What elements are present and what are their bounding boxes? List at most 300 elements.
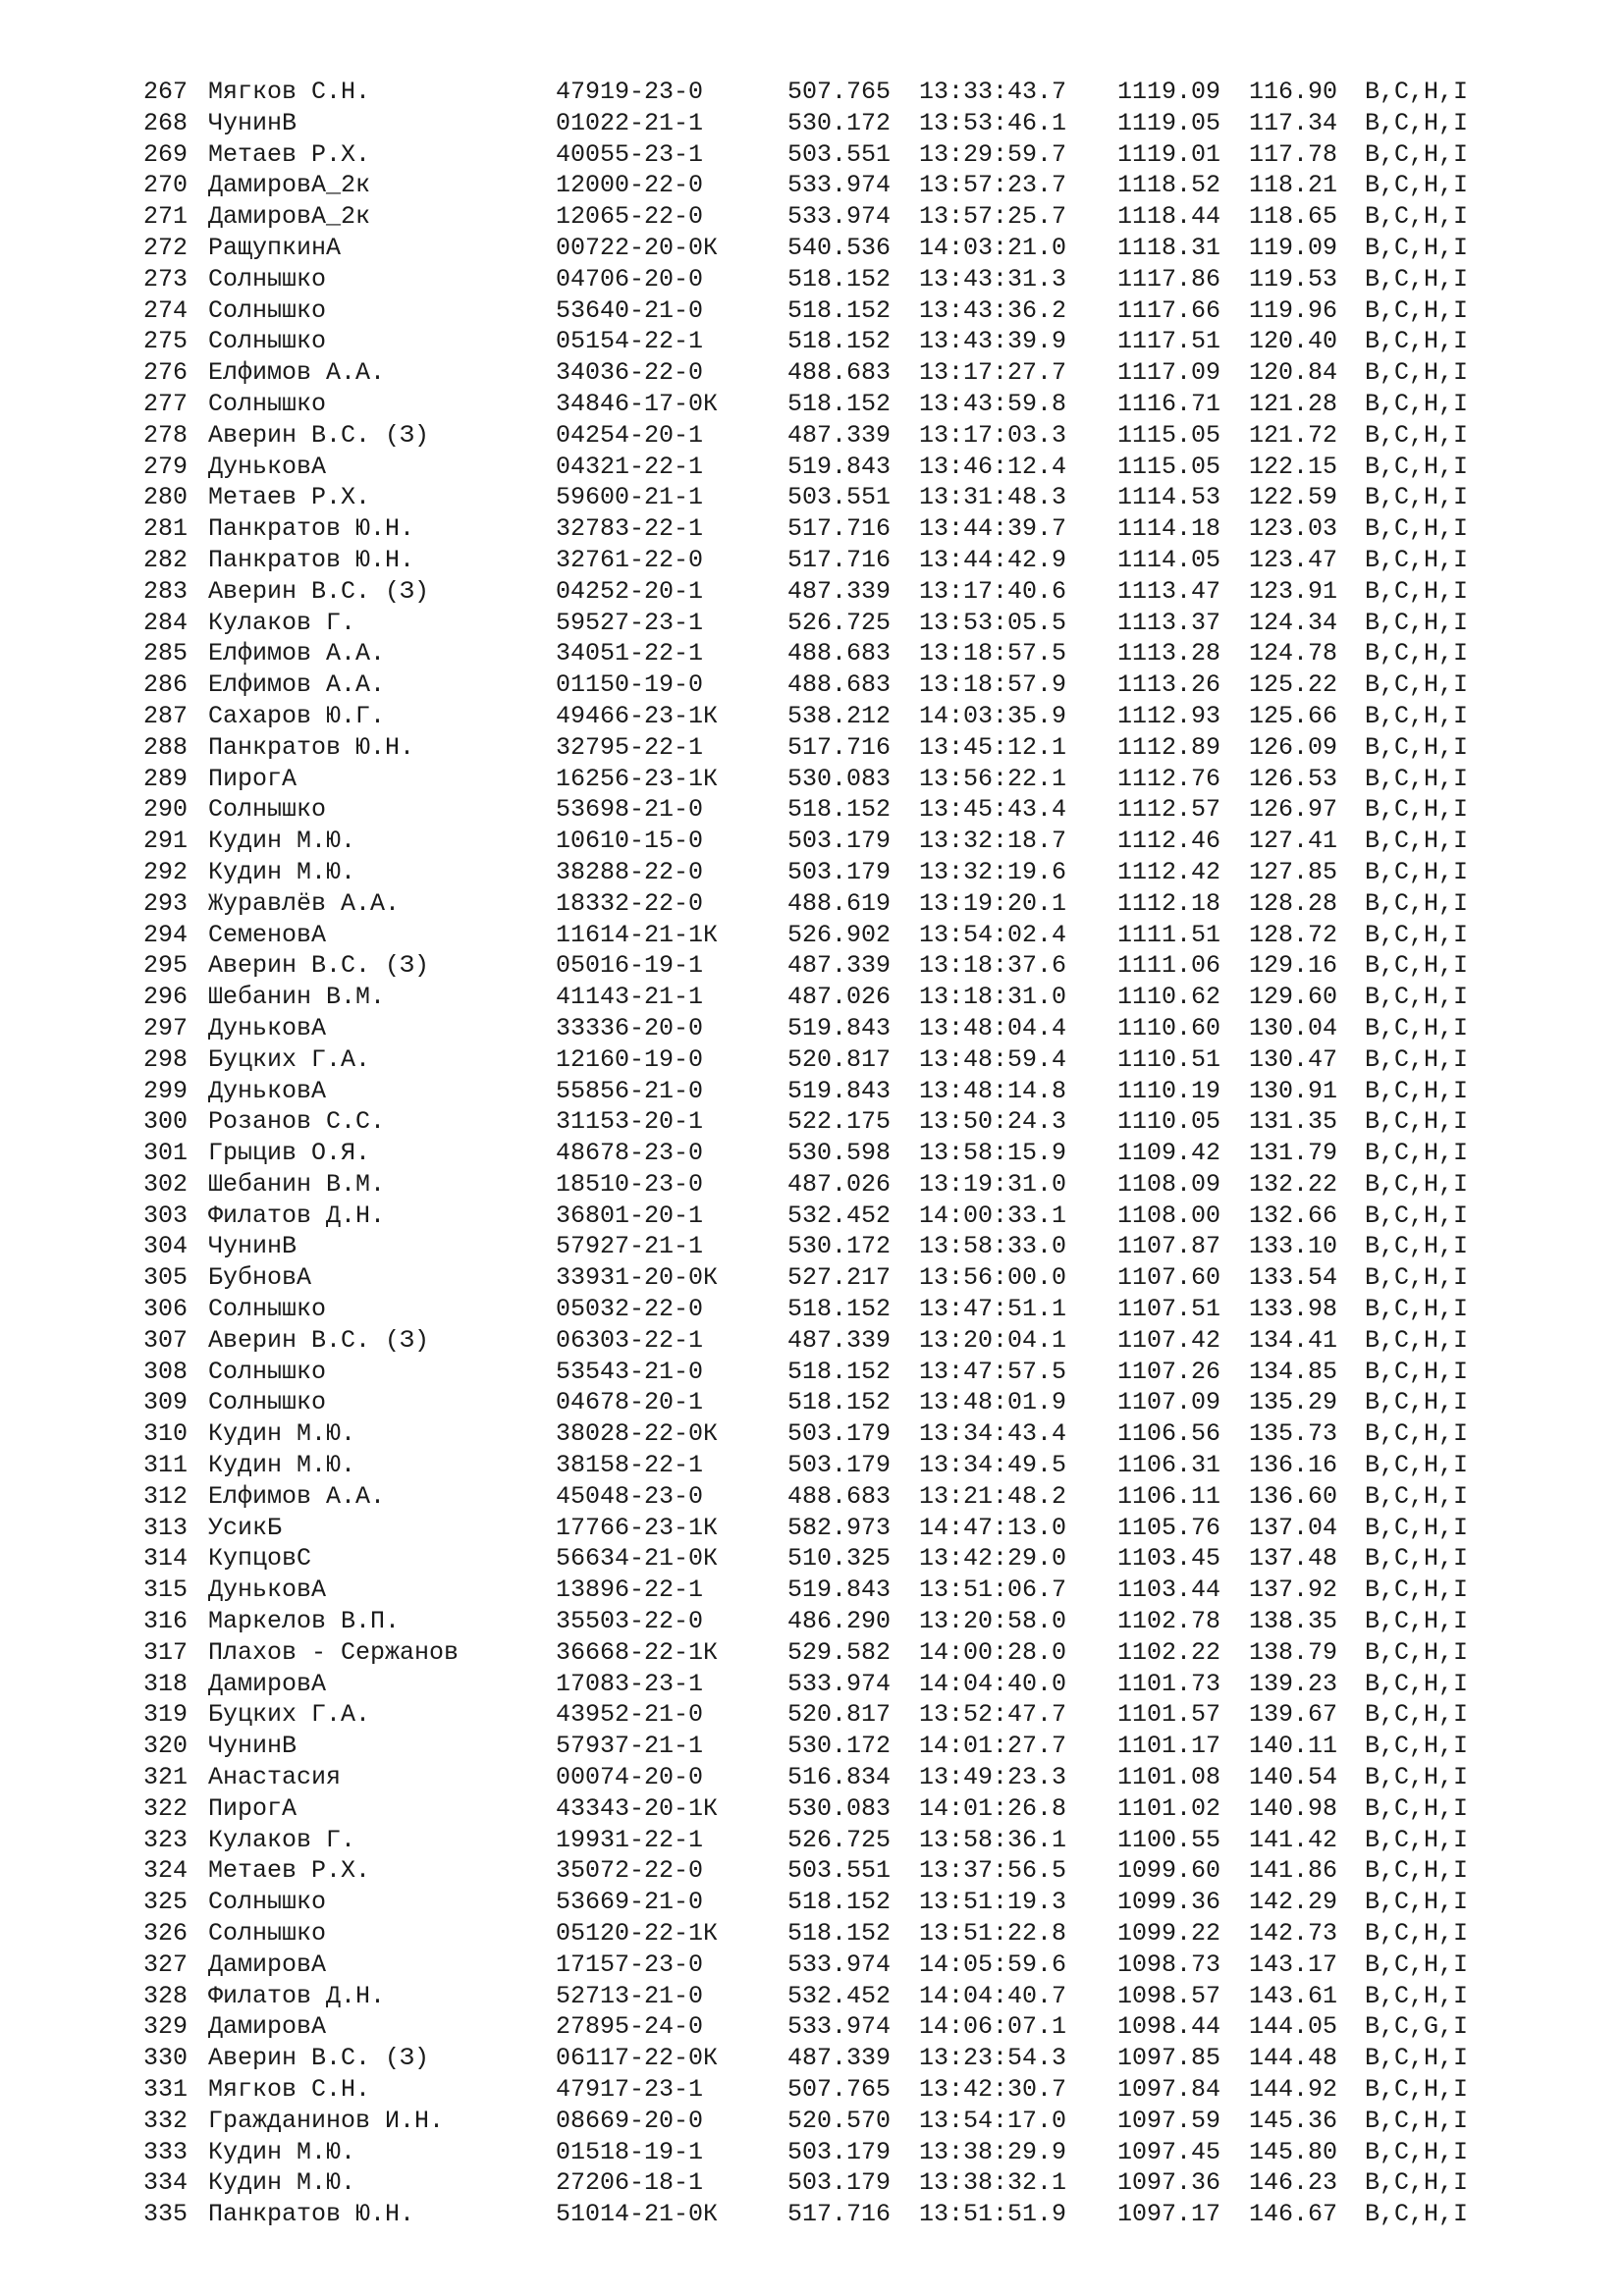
name-cell: ДамировА — [208, 2012, 327, 2042]
speed-cell: 1113.37 — [1117, 608, 1221, 637]
place-cell: 303 — [143, 1201, 189, 1230]
arrival-time-cell: 13:57:23.7 — [919, 171, 1067, 200]
tags-cell: B,C,H,I — [1365, 1013, 1469, 1042]
tags-cell: B,C,H,I — [1365, 1763, 1469, 1792]
tags-cell: B,C,H,I — [1365, 701, 1469, 730]
points-cell: 133.54 — [1249, 1263, 1338, 1293]
table-row — [143, 1169, 1518, 1201]
table-row — [143, 545, 1518, 576]
tags-cell: B,C,H,I — [1365, 545, 1469, 574]
points-cell: 144.48 — [1249, 2044, 1338, 2073]
speed-cell: 1097.84 — [1117, 2075, 1221, 2104]
distance-cell: 530.083 — [787, 1793, 892, 1823]
ring-number-cell: 43343-20-1К — [556, 1793, 719, 1823]
arrival-time-cell: 13:18:31.0 — [919, 983, 1067, 1012]
points-cell: 138.79 — [1249, 1637, 1338, 1667]
distance-cell: 487.339 — [787, 420, 892, 450]
arrival-time-cell: 13:43:39.9 — [919, 327, 1067, 356]
results-table — [143, 77, 1518, 2230]
table-row — [143, 2106, 1518, 2137]
place-cell: 276 — [143, 358, 189, 388]
ring-number-cell: 59527-23-1 — [556, 608, 704, 637]
place-cell: 282 — [143, 545, 189, 574]
table-row — [143, 139, 1518, 171]
distance-cell: 533.974 — [787, 202, 892, 232]
place-cell: 312 — [143, 1481, 189, 1511]
tags-cell: B,C,G,I — [1365, 2012, 1469, 2042]
ring-number-cell: 53669-21-0 — [556, 1888, 704, 1917]
arrival-time-cell: 13:21:48.2 — [919, 1481, 1067, 1511]
points-cell: 138.35 — [1249, 1607, 1338, 1636]
name-cell: Шебанин В.М. — [208, 983, 386, 1012]
arrival-time-cell: 13:50:24.3 — [919, 1107, 1067, 1137]
arrival-time-cell: 13:54:17.0 — [919, 2106, 1067, 2135]
tags-cell: B,C,H,I — [1365, 1793, 1469, 1823]
distance-cell: 486.290 — [787, 1607, 892, 1636]
ring-number-cell: 05032-22-0 — [556, 1295, 704, 1324]
name-cell: Елфимов А.А. — [208, 670, 386, 700]
tags-cell: B,C,H,I — [1365, 1544, 1469, 1574]
ring-number-cell: 31153-20-1 — [556, 1107, 704, 1137]
points-cell: 145.80 — [1249, 2137, 1338, 2166]
place-cell: 317 — [143, 1637, 189, 1667]
distance-cell: 518.152 — [787, 1888, 892, 1917]
place-cell: 290 — [143, 795, 189, 825]
arrival-time-cell: 13:43:59.8 — [919, 389, 1067, 418]
table-row — [143, 1762, 1518, 1793]
distance-cell: 517.716 — [787, 545, 892, 574]
name-cell: ДамировА — [208, 1949, 327, 1979]
table-row — [143, 295, 1518, 327]
distance-cell: 503.179 — [787, 1451, 892, 1480]
arrival-time-cell: 13:17:40.6 — [919, 576, 1067, 606]
arrival-time-cell: 13:48:59.4 — [919, 1044, 1067, 1074]
place-cell: 328 — [143, 1981, 189, 2010]
speed-cell: 1113.47 — [1117, 576, 1221, 606]
distance-cell: 487.026 — [787, 1169, 892, 1199]
distance-cell: 487.026 — [787, 983, 892, 1012]
distance-cell: 488.683 — [787, 358, 892, 388]
points-cell: 120.84 — [1249, 358, 1338, 388]
speed-cell: 1106.56 — [1117, 1419, 1221, 1449]
arrival-time-cell: 13:52:47.7 — [919, 1700, 1067, 1730]
points-cell: 124.78 — [1249, 639, 1338, 668]
points-cell: 135.73 — [1249, 1419, 1338, 1449]
name-cell: Аверин В.С. (З) — [208, 420, 430, 450]
tags-cell: B,C,H,I — [1365, 327, 1469, 356]
tags-cell: B,C,H,I — [1365, 1325, 1469, 1355]
table-row — [143, 2137, 1518, 2168]
table-row — [143, 576, 1518, 608]
distance-cell: 529.582 — [787, 1637, 892, 1667]
tags-cell: B,C,H,I — [1365, 1419, 1469, 1449]
place-cell: 292 — [143, 857, 189, 886]
speed-cell: 1102.22 — [1117, 1637, 1221, 1667]
ring-number-cell: 59600-21-1 — [556, 483, 704, 512]
points-cell: 122.15 — [1249, 452, 1338, 481]
points-cell: 119.09 — [1249, 233, 1338, 262]
speed-cell: 1118.44 — [1117, 202, 1221, 232]
points-cell: 136.16 — [1249, 1451, 1338, 1480]
arrival-time-cell: 13:48:14.8 — [919, 1076, 1067, 1105]
table-row — [143, 794, 1518, 826]
ring-number-cell: 53698-21-0 — [556, 795, 704, 825]
points-cell: 122.59 — [1249, 483, 1338, 512]
arrival-time-cell: 13:48:01.9 — [919, 1388, 1067, 1417]
table-row — [143, 1450, 1518, 1481]
place-cell: 301 — [143, 1139, 189, 1168]
distance-cell: 518.152 — [787, 795, 892, 825]
table-row — [143, 701, 1518, 732]
ring-number-cell: 01022-21-1 — [556, 108, 704, 137]
arrival-time-cell: 14:00:33.1 — [919, 1201, 1067, 1230]
arrival-time-cell: 13:38:32.1 — [919, 2168, 1067, 2198]
arrival-time-cell: 13:44:39.7 — [919, 514, 1067, 544]
points-cell: 137.92 — [1249, 1575, 1338, 1605]
name-cell: Метаев Р.Х. — [208, 139, 371, 169]
tags-cell: B,C,H,I — [1365, 1607, 1469, 1636]
table-row — [143, 1201, 1518, 1232]
place-cell: 300 — [143, 1107, 189, 1137]
points-cell: 141.42 — [1249, 1825, 1338, 1854]
distance-cell: 507.765 — [787, 78, 892, 106]
distance-cell: 519.843 — [787, 1575, 892, 1605]
arrival-time-cell: 13:18:37.6 — [919, 951, 1067, 981]
tags-cell: B,C,H,I — [1365, 1732, 1469, 1761]
name-cell: Шебанин В.М. — [208, 1169, 386, 1199]
tags-cell: B,C,H,I — [1365, 1513, 1469, 1542]
table-row — [143, 1543, 1518, 1575]
name-cell: Солнышко — [208, 795, 327, 825]
arrival-time-cell: 13:54:02.4 — [919, 920, 1067, 949]
place-cell: 287 — [143, 701, 189, 730]
tags-cell: B,C,H,I — [1365, 639, 1469, 668]
points-cell: 141.86 — [1249, 1856, 1338, 1886]
ring-number-cell: 36668-22-1К — [556, 1637, 719, 1667]
ring-number-cell: 08669-20-0 — [556, 2106, 704, 2135]
place-cell: 306 — [143, 1295, 189, 1324]
points-cell: 126.09 — [1249, 732, 1338, 762]
ring-number-cell: 05120-22-1К — [556, 1919, 719, 1949]
points-cell: 126.97 — [1249, 795, 1338, 825]
arrival-time-cell: 13:34:43.4 — [919, 1419, 1067, 1449]
points-cell: 134.85 — [1249, 1357, 1338, 1386]
distance-cell: 530.083 — [787, 764, 892, 793]
place-cell: 330 — [143, 2044, 189, 2073]
speed-cell: 1110.62 — [1117, 983, 1221, 1012]
ring-number-cell: 12160-19-0 — [556, 1044, 704, 1074]
speed-cell: 1101.02 — [1117, 1793, 1221, 1823]
speed-cell: 1101.08 — [1117, 1763, 1221, 1792]
tags-cell: B,C,H,I — [1365, 1388, 1469, 1417]
arrival-time-cell: 14:04:40.7 — [919, 1981, 1067, 2010]
place-cell: 271 — [143, 202, 189, 232]
name-cell: Гражданинов И.Н. — [208, 2106, 445, 2135]
name-cell: Кудин М.Ю. — [208, 857, 356, 886]
place-cell: 313 — [143, 1513, 189, 1542]
ring-number-cell: 34036-22-0 — [556, 358, 704, 388]
table-row — [143, 420, 1518, 452]
ring-number-cell: 56634-21-0К — [556, 1544, 719, 1574]
points-cell: 126.53 — [1249, 764, 1338, 793]
distance-cell: 487.339 — [787, 576, 892, 606]
distance-cell: 510.325 — [787, 1544, 892, 1574]
place-cell: 332 — [143, 2106, 189, 2135]
name-cell: Метаев Р.Х. — [208, 1856, 371, 1886]
ring-number-cell: 17157-23-0 — [556, 1949, 704, 1979]
name-cell: Буцких Г.А. — [208, 1044, 371, 1074]
speed-cell: 1101.57 — [1117, 1700, 1221, 1730]
table-row — [143, 732, 1518, 764]
table-row — [143, 108, 1518, 139]
place-cell: 297 — [143, 1013, 189, 1042]
speed-cell: 1103.44 — [1117, 1575, 1221, 1605]
speed-cell: 1097.45 — [1117, 2137, 1221, 2166]
place-cell: 308 — [143, 1357, 189, 1386]
ring-number-cell: 05016-19-1 — [556, 951, 704, 981]
name-cell: Солнышко — [208, 389, 327, 418]
name-cell: Аверин В.С. (З) — [208, 1325, 430, 1355]
points-cell: 144.05 — [1249, 2012, 1338, 2042]
table-row — [143, 1013, 1518, 1044]
tags-cell: B,C,H,I — [1365, 576, 1469, 606]
distance-cell: 533.974 — [787, 171, 892, 200]
points-cell: 123.03 — [1249, 514, 1338, 544]
arrival-time-cell: 13:23:54.3 — [919, 2044, 1067, 2073]
name-cell: Солнышко — [208, 1295, 327, 1324]
speed-cell: 1107.87 — [1117, 1232, 1221, 1261]
arrival-time-cell: 13:45:43.4 — [919, 795, 1067, 825]
tags-cell: B,C,H,I — [1365, 1451, 1469, 1480]
name-cell: ЧунинВ — [208, 1732, 298, 1761]
name-cell: ДамировА — [208, 1669, 327, 1698]
tags-cell: B,C,H,I — [1365, 1357, 1469, 1386]
distance-cell: 518.152 — [787, 1357, 892, 1386]
table-row — [143, 1731, 1518, 1762]
name-cell: Буцких Г.А. — [208, 1700, 371, 1730]
speed-cell: 1107.51 — [1117, 1295, 1221, 1324]
ring-number-cell: 57937-21-1 — [556, 1732, 704, 1761]
arrival-time-cell: 14:01:27.7 — [919, 1732, 1067, 1761]
points-cell: 130.47 — [1249, 1044, 1338, 1074]
speed-cell: 1112.93 — [1117, 701, 1221, 730]
points-cell: 139.23 — [1249, 1669, 1338, 1698]
place-cell: 322 — [143, 1793, 189, 1823]
table-row — [143, 170, 1518, 201]
table-row — [143, 2199, 1518, 2230]
table-row — [143, 326, 1518, 357]
ring-number-cell: 53640-21-0 — [556, 295, 704, 325]
tags-cell: B,C,H,I — [1365, 2137, 1469, 2166]
name-cell: Солнышко — [208, 1388, 327, 1417]
points-cell: 133.10 — [1249, 1232, 1338, 1261]
points-cell: 129.60 — [1249, 983, 1338, 1012]
tags-cell: B,C,H,I — [1365, 1139, 1469, 1168]
arrival-time-cell: 13:56:22.1 — [919, 764, 1067, 793]
name-cell: Аверин В.С. (З) — [208, 2044, 430, 2073]
speed-cell: 1110.19 — [1117, 1076, 1221, 1105]
arrival-time-cell: 13:17:27.7 — [919, 358, 1067, 388]
arrival-time-cell: 13:58:36.1 — [919, 1825, 1067, 1854]
place-cell: 286 — [143, 670, 189, 700]
ring-number-cell: 57927-21-1 — [556, 1232, 704, 1261]
distance-cell: 518.152 — [787, 389, 892, 418]
speed-cell: 1097.85 — [1117, 2044, 1221, 2073]
name-cell: ДамировА_2к — [208, 202, 371, 232]
arrival-time-cell: 13:53:46.1 — [919, 108, 1067, 137]
points-cell: 131.35 — [1249, 1107, 1338, 1137]
ring-number-cell: 10610-15-0 — [556, 827, 704, 856]
ring-number-cell: 47917-23-1 — [556, 2075, 704, 2104]
points-cell: 121.72 — [1249, 420, 1338, 450]
distance-cell: 520.817 — [787, 1044, 892, 1074]
points-cell: 137.04 — [1249, 1513, 1338, 1542]
speed-cell: 1105.76 — [1117, 1513, 1221, 1542]
table-row — [143, 1855, 1518, 1887]
distance-cell: 518.152 — [787, 1388, 892, 1417]
points-cell: 119.53 — [1249, 264, 1338, 294]
place-cell: 331 — [143, 2075, 189, 2104]
points-cell: 142.73 — [1249, 1919, 1338, 1949]
name-cell: Солнышко — [208, 1357, 327, 1386]
tags-cell: B,C,H,I — [1365, 389, 1469, 418]
arrival-time-cell: 14:03:35.9 — [919, 701, 1067, 730]
distance-cell: 487.339 — [787, 1325, 892, 1355]
points-cell: 143.61 — [1249, 1981, 1338, 2010]
place-cell: 329 — [143, 2012, 189, 2042]
arrival-time-cell: 13:47:57.5 — [919, 1357, 1067, 1386]
speed-cell: 1112.46 — [1117, 827, 1221, 856]
speed-cell: 1102.78 — [1117, 1607, 1221, 1636]
points-cell: 121.28 — [1249, 389, 1338, 418]
distance-cell: 517.716 — [787, 732, 892, 762]
arrival-time-cell: 13:31:48.3 — [919, 483, 1067, 512]
tags-cell: B,C,H,I — [1365, 1295, 1469, 1324]
points-cell: 144.92 — [1249, 2075, 1338, 2104]
points-cell: 146.67 — [1249, 2200, 1338, 2229]
name-cell: Анастасия — [208, 1763, 342, 1792]
place-cell: 314 — [143, 1544, 189, 1574]
ring-number-cell: 41143-21-1 — [556, 983, 704, 1012]
ring-number-cell: 40055-23-1 — [556, 139, 704, 169]
speed-cell: 1114.53 — [1117, 483, 1221, 512]
tags-cell: B,C,H,I — [1365, 1949, 1469, 1979]
ring-number-cell: 12065-22-0 — [556, 202, 704, 232]
name-cell: Сахаров Ю.Г. — [208, 701, 386, 730]
ring-number-cell: 16256-23-1К — [556, 764, 719, 793]
speed-cell: 1106.11 — [1117, 1481, 1221, 1511]
name-cell: Кудин М.Ю. — [208, 1451, 356, 1480]
tags-cell: B,C,H,I — [1365, 514, 1469, 544]
tags-cell: B,C,H,I — [1365, 295, 1469, 325]
arrival-time-cell: 13:32:19.6 — [919, 857, 1067, 886]
distance-cell: 533.974 — [787, 1669, 892, 1698]
ring-number-cell: 36801-20-1 — [556, 1201, 704, 1230]
distance-cell: 520.570 — [787, 2106, 892, 2135]
points-cell: 140.11 — [1249, 1732, 1338, 1761]
table-row — [143, 2074, 1518, 2106]
ring-number-cell: 51014-21-0К — [556, 2200, 719, 2229]
tags-cell: B,C,H,I — [1365, 2075, 1469, 2104]
distance-cell: 530.172 — [787, 1232, 892, 1261]
points-cell: 132.66 — [1249, 1201, 1338, 1230]
distance-cell: 488.683 — [787, 670, 892, 700]
ring-number-cell: 17766-23-1К — [556, 1513, 719, 1542]
table-row — [143, 1294, 1518, 1325]
distance-cell: 503.179 — [787, 2168, 892, 2198]
distance-cell: 540.536 — [787, 233, 892, 262]
arrival-time-cell: 14:03:21.0 — [919, 233, 1067, 262]
table-row — [143, 1076, 1518, 1107]
ring-number-cell: 33931-20-0К — [556, 1263, 719, 1293]
place-cell: 302 — [143, 1169, 189, 1199]
tags-cell: B,C,H,I — [1365, 1201, 1469, 1230]
ring-number-cell: 04706-20-0 — [556, 264, 704, 294]
place-cell: 319 — [143, 1700, 189, 1730]
distance-cell: 527.217 — [787, 1263, 892, 1293]
table-row — [143, 1325, 1518, 1357]
points-cell: 130.91 — [1249, 1076, 1338, 1105]
arrival-time-cell: 13:48:04.4 — [919, 1013, 1067, 1042]
table-row — [143, 482, 1518, 513]
name-cell: ДуньковА — [208, 1575, 327, 1605]
distance-cell: 533.974 — [787, 1949, 892, 1979]
distance-cell: 519.843 — [787, 452, 892, 481]
tags-cell: B,C,H,I — [1365, 670, 1469, 700]
arrival-time-cell: 13:32:18.7 — [919, 827, 1067, 856]
name-cell: КупцовС — [208, 1544, 312, 1574]
name-cell: Кудин М.Ю. — [208, 827, 356, 856]
distance-cell: 488.683 — [787, 1481, 892, 1511]
arrival-time-cell: 13:45:12.1 — [919, 732, 1067, 762]
name-cell: Панкратов Ю.Н. — [208, 2200, 415, 2229]
speed-cell: 1110.51 — [1117, 1044, 1221, 1074]
ring-number-cell: 49466-23-1К — [556, 701, 719, 730]
name-cell: СеменовА — [208, 920, 327, 949]
place-cell: 268 — [143, 108, 189, 137]
arrival-time-cell: 13:17:03.3 — [919, 420, 1067, 450]
points-cell: 123.91 — [1249, 576, 1338, 606]
points-cell: 127.41 — [1249, 827, 1338, 856]
place-cell: 325 — [143, 1888, 189, 1917]
arrival-time-cell: 13:51:19.3 — [919, 1888, 1067, 1917]
tags-cell: B,C,H,I — [1365, 358, 1469, 388]
speed-cell: 1099.22 — [1117, 1919, 1221, 1949]
distance-cell: 530.172 — [787, 1732, 892, 1761]
arrival-time-cell: 13:29:59.7 — [919, 139, 1067, 169]
name-cell: ЧунинВ — [208, 1232, 298, 1261]
table-row — [143, 1513, 1518, 1544]
ring-number-cell: 27206-18-1 — [556, 2168, 704, 2198]
name-cell: ПирогА — [208, 1793, 298, 1823]
ring-number-cell: 53543-21-0 — [556, 1357, 704, 1386]
name-cell: Солнышко — [208, 295, 327, 325]
name-cell: ДуньковА — [208, 1013, 327, 1042]
tags-cell: B,C,H,I — [1365, 795, 1469, 825]
place-cell: 267 — [143, 78, 189, 106]
name-cell: Елфимов А.А. — [208, 1481, 386, 1511]
speed-cell: 1118.31 — [1117, 233, 1221, 262]
place-cell: 311 — [143, 1451, 189, 1480]
arrival-time-cell: 13:20:58.0 — [919, 1607, 1067, 1636]
distance-cell: 488.683 — [787, 639, 892, 668]
arrival-time-cell: 13:18:57.9 — [919, 670, 1067, 700]
speed-cell: 1115.05 — [1117, 452, 1221, 481]
place-cell: 310 — [143, 1419, 189, 1449]
speed-cell: 1111.06 — [1117, 951, 1221, 981]
name-cell: Солнышко — [208, 327, 327, 356]
place-cell: 293 — [143, 888, 189, 918]
